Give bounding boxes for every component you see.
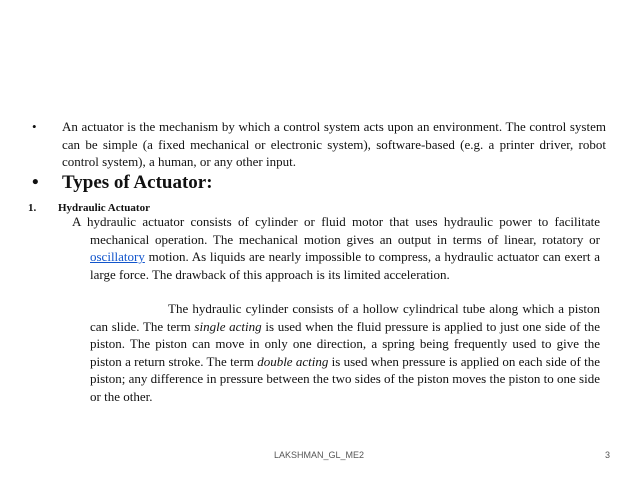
footer-label: LAKSHMAN_GL_ME2 — [273, 450, 365, 460]
single-acting-term: single acting — [194, 318, 262, 334]
para1-text-end: motion. As liquids are nearly impossible to compress, a hydraulic actuator can exert a large force. The drawback of this approach is its limited acceleration. — [90, 249, 600, 282]
types-heading-item — [24, 171, 606, 195]
paragraph-hydraulic-actuator — [72, 213, 600, 283]
bullet-icon: • — [32, 119, 37, 134]
double-acting-term: double acting — [257, 353, 329, 369]
item-number: 1. — [28, 202, 37, 214]
oscillatory-link[interactable]: oscillatory — [90, 249, 145, 264]
para2-text-part2: is used when the fluid pressure is applied to just one side of the piston. The piston can move in only one direction, a spring being frequently used to give the piston a return stroke. The term — [90, 318, 600, 369]
para2-text-part3: is used when pressure is applied on each side of the piston; any difference in pressure between the two sides of the piston moves the piston to one side or the other. — [90, 353, 600, 404]
intro-text: An actuator is the mechanism by which a control system acts upon an environment. The control system can be simple (a fixed mechanical or electronic system), software-based (e.g. a printer driver, robot control system), a human, or any other input. — [62, 119, 606, 169]
item-title: Hydraulic Actuator — [58, 202, 150, 214]
paragraph-hydraulic-cylinder — [90, 300, 600, 405]
para1-text-start: A hydraulic actuator consists of cylinder or fluid motor that uses hydraulic power to facilitate mechanical operation. The mechanical motion gives an output in terms of linear, rotatory or — [72, 214, 600, 247]
bullet-icon: • — [32, 172, 39, 193]
page-number: 3 — [604, 450, 610, 460]
intro-bullet-item — [24, 118, 606, 171]
para2-text — [90, 300, 600, 405]
types-heading: Types of Actuator: — [62, 172, 213, 193]
para2-text-part1: The hydraulic cylinder consists of a hollow cylindrical tube along which a piston can slide. The term — [90, 301, 600, 334]
